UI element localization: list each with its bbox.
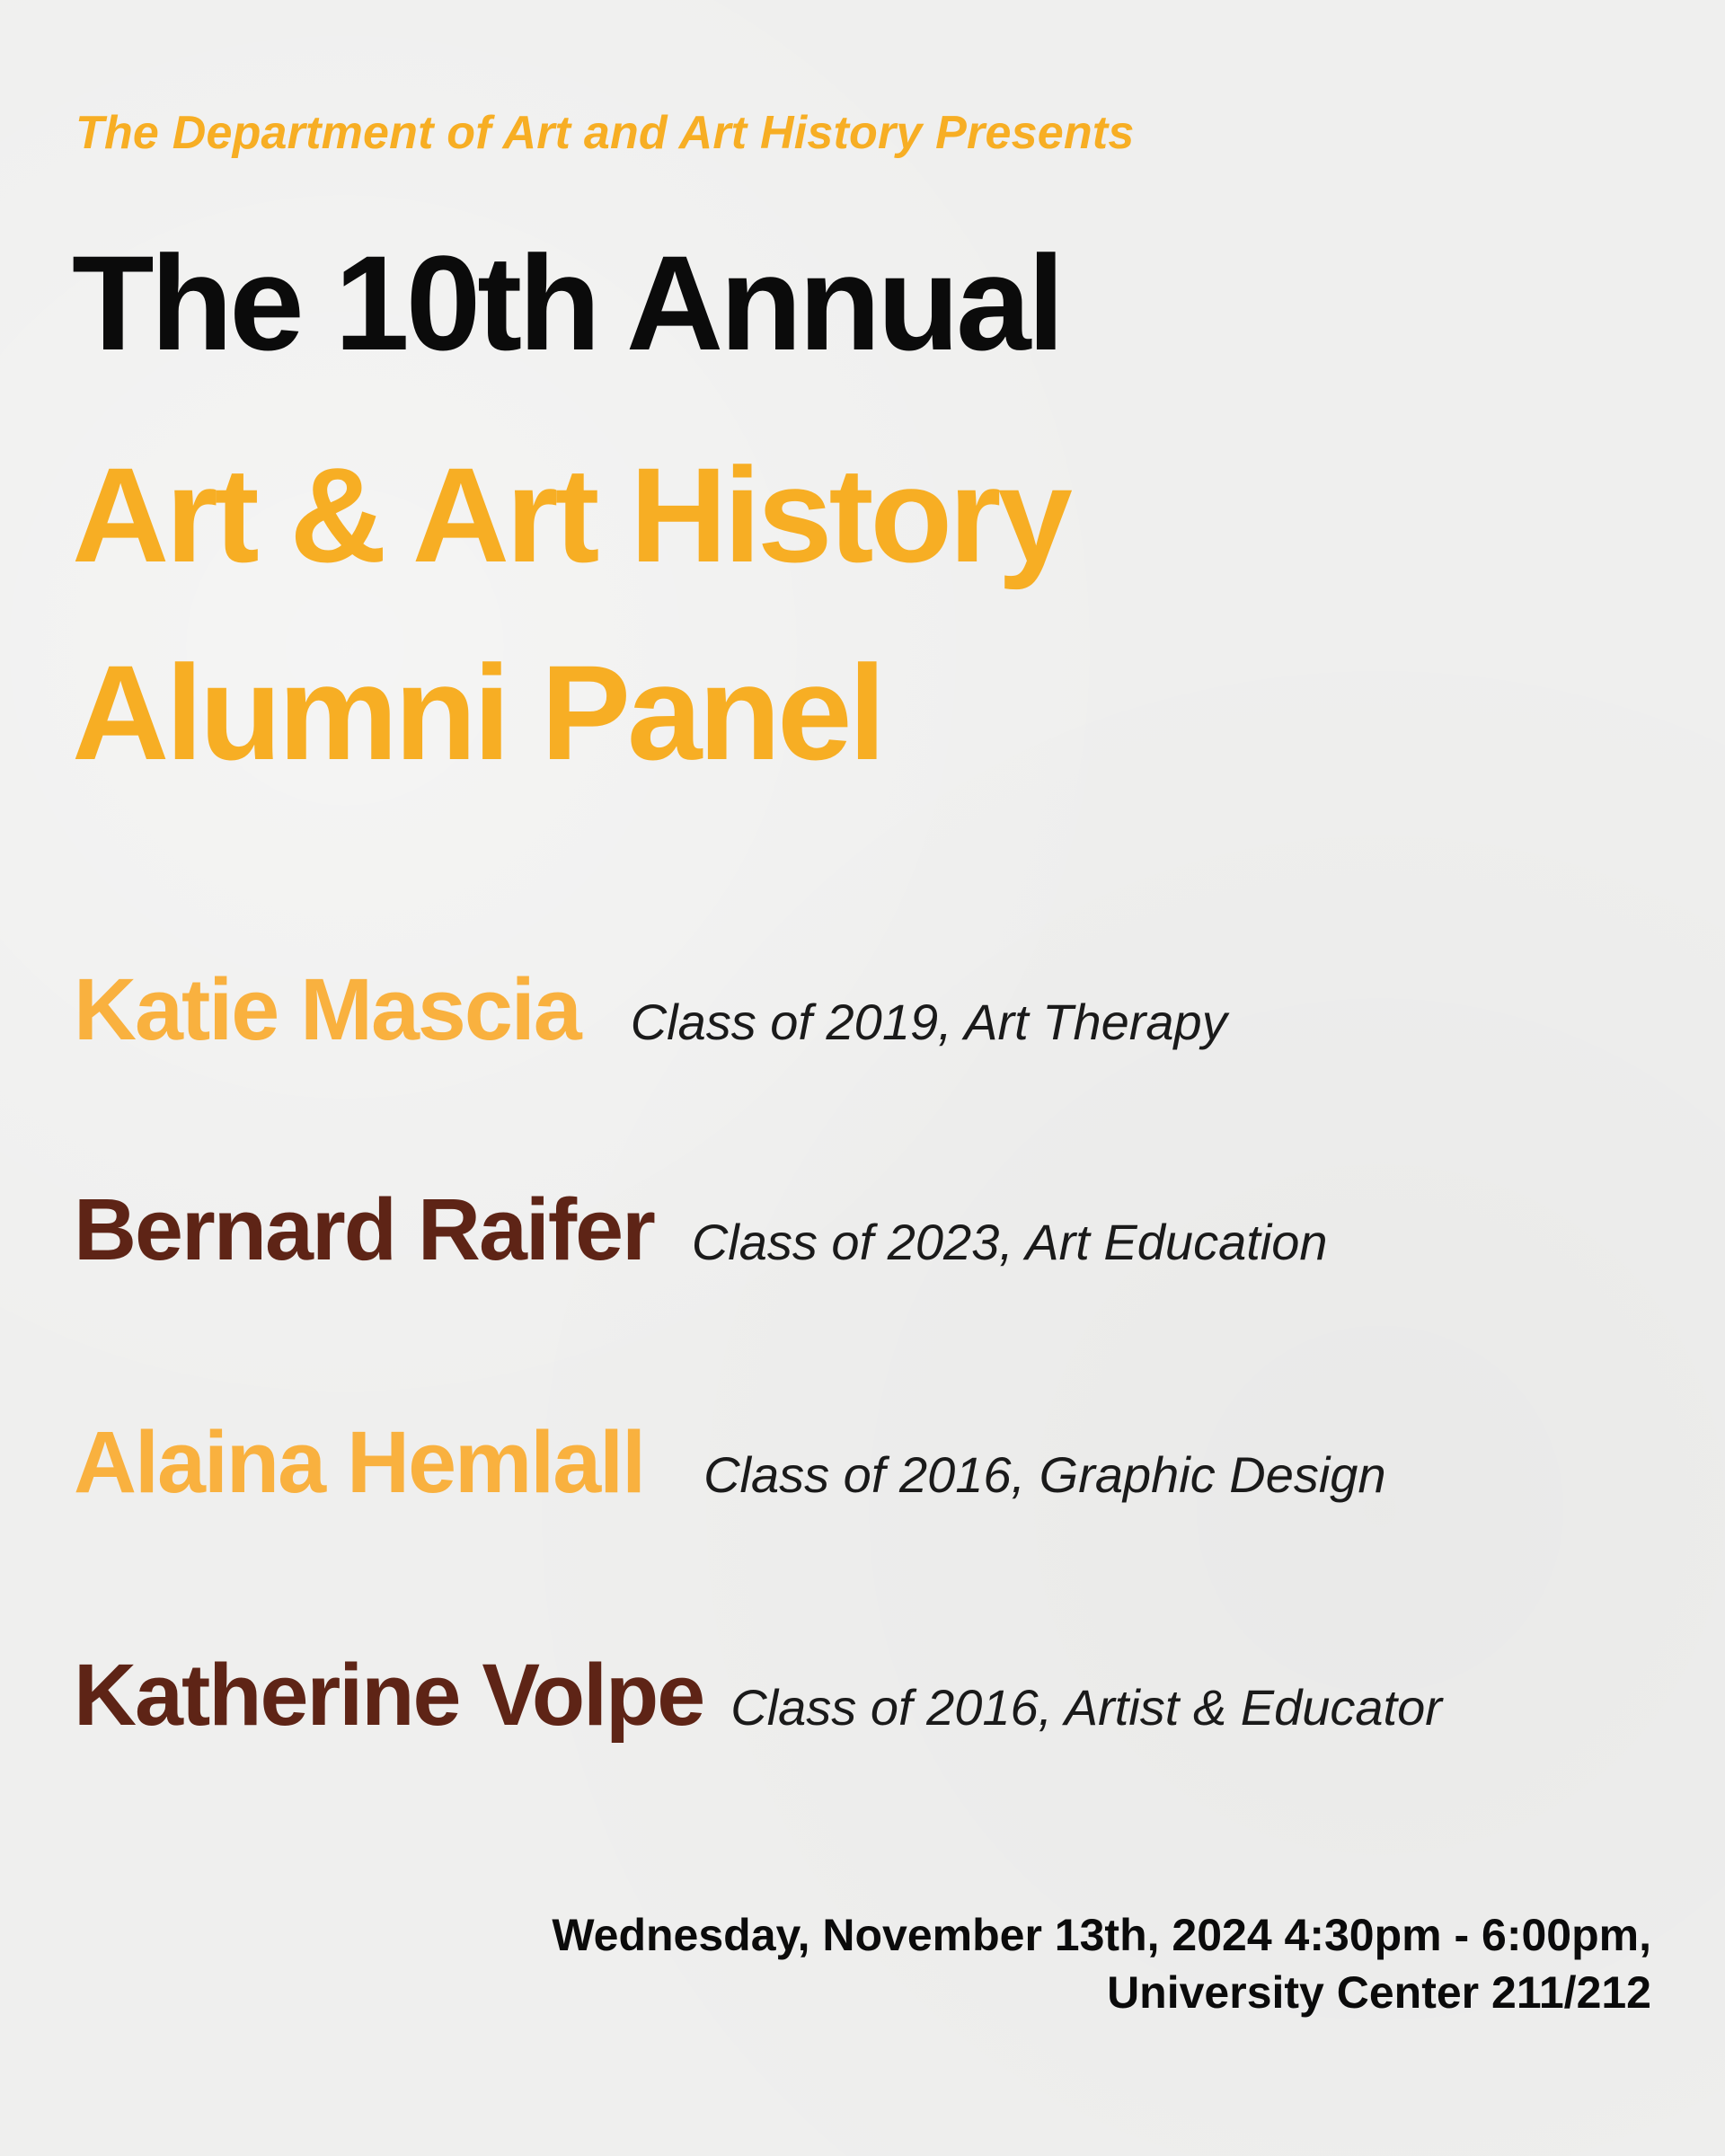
panelist-bernard-raifer [74, 1180, 1691, 1278]
event-location: University Center 211/212 [1107, 1967, 1651, 2018]
panelist-katherine-volpe [74, 1645, 1691, 1744]
panelist-alaina-hemlall [74, 1412, 1691, 1511]
panelist-name: Katie Mascia [74, 960, 580, 1058]
title-line-annual: The 10th Annual [72, 227, 1062, 378]
presenter-line: The Department of Art and Art History Presents [75, 107, 1135, 159]
title-line-alumni-panel: Alumni Panel [72, 637, 883, 788]
panelist-name: Alaina Hemlall [74, 1413, 645, 1511]
title-line-art-history: Art & Art History [72, 439, 1069, 590]
panelist-name: Bernard Raifer [74, 1180, 654, 1278]
panelist-detail: Class of 2016, Artist & Educator [730, 1679, 1442, 1736]
panelist-detail: Class of 2023, Art Education [691, 1214, 1328, 1270]
event-datetime: Wednesday, November 13th, 2024 4:30pm - 6:00pm, [552, 1910, 1651, 1960]
panelist-detail: Class of 2016, Graphic Design [703, 1446, 1386, 1503]
panelist-katie-mascia [74, 959, 1691, 1058]
panelist-name: Katherine Volpe [74, 1646, 704, 1744]
event-info [552, 1906, 1651, 2021]
panelist-detail: Class of 2019, Art Therapy [630, 994, 1227, 1050]
